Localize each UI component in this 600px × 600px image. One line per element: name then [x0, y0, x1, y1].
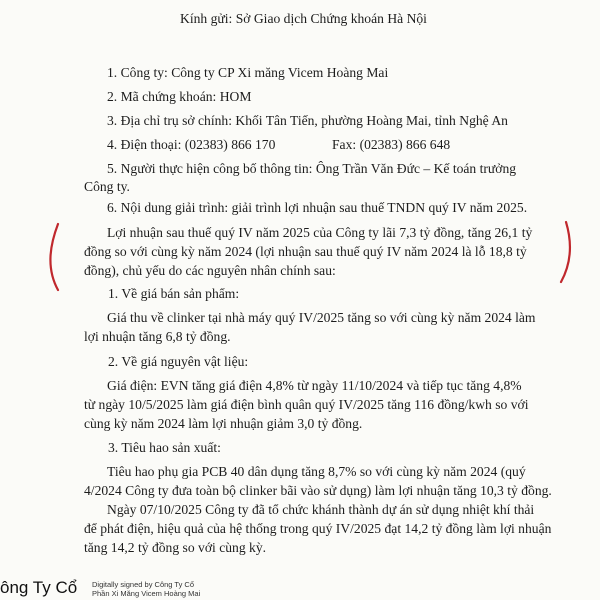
section-2-title: 2. Về giá nguyên vật liệu: [108, 354, 249, 369]
digital-signature-note-2: Phần Xi Măng Vicem Hoàng Mai [92, 589, 201, 598]
section-2-line-2: từ ngày 10/5/2025 làm giá điện bình quân quý IV/2025 tăng 116 đồng/kwh so với [84, 397, 529, 412]
section-3-line-1: Tiêu hao phụ gia PCB 40 dân dụng tăng 8,7% so với cùng kỳ năm 2024 (quý [107, 464, 526, 479]
address-line: 3. Địa chỉ trụ sở chính: Khối Tân Tiến, phường Hoàng Mai, tỉnh Nghệ An [107, 113, 508, 128]
left-red-bracket [50, 224, 58, 290]
section-1-line-1: Giá thu về clinker tại nhà máy quý IV/2025 tăng so với cùng kỳ năm 2024 làm [107, 310, 536, 325]
content-line: 6. Nội dung giải trình: giải trình lợi nhuận sau thuế TNDN quý IV năm 2025. [107, 200, 528, 215]
phone-line: 4. Điện thoại: (02383) 866 170 [107, 137, 276, 152]
section-3-line-4: để phát điện, hiệu quả của hệ thống trong quý IV/2025 đạt 14,2 tỷ đồng làm lợi nhuận [84, 521, 552, 536]
summary-line-3: đồng), chủ yếu do các nguyên nhân chính sau: [84, 263, 336, 278]
summary-line-1: Lợi nhuận sau thuế quý IV năm 2025 của Công ty lãi 7,3 tỷ đồng, tăng 26,1 tỷ [107, 225, 533, 240]
fax-line: Fax: (02383) 866 648 [332, 137, 451, 152]
recipient-heading: Kính gửi: Sở Giao dịch Chứng khoán Hà Nội [180, 11, 427, 26]
section-2-line-1: Giá điện: EVN tăng giá điện 4,8% từ ngày 11/10/2024 và tiếp tục tăng 4,8% [107, 378, 522, 393]
section-3-line-2: 4/2024 Công ty đưa toàn bộ clinker bãi vào sử dụng) làm lợi nhuận tăng 10,3 tỷ đồng. [84, 483, 552, 498]
section-3-line-3: Ngày 07/10/2025 Công ty đã tổ chức khánh thành dự án sử dụng nhiệt khí thải [107, 502, 535, 517]
section-3-line-5: tăng 14,2 tỷ đồng so với cùng kỳ. [84, 540, 267, 555]
company-line: 1. Công ty: Công ty CP Xi măng Vicem Hoàng Mai [107, 65, 389, 80]
signature-company-name: ông Ty Cổ [0, 578, 78, 597]
section-3-title: 3. Tiêu hao sản xuất: [108, 440, 221, 455]
section-1-line-2: lợi nhuận tăng 6,8 tỷ đồng. [84, 329, 231, 344]
summary-line-2: đồng so với cùng kỳ năm 2024 (lợi nhuận sau thuế quý IV năm 2024 là lỗ 18,8 tỷ [84, 244, 527, 259]
right-red-bracket [561, 222, 570, 282]
digital-signature-note-1: Digitally signed by Công Ty Cổ [92, 580, 194, 589]
discloser-line-2: Công ty. [84, 179, 130, 194]
ticker-line: 2. Mã chứng khoán: HOM [107, 89, 252, 104]
section-2-line-3: cùng kỳ năm 2024 làm lợi nhuận giảm 3,0 tỷ đồng. [84, 416, 363, 431]
discloser-line-1: 5. Người thực hiện công bố thông tin: Ông Trần Văn Đức – Kế toán trưởng [107, 161, 517, 176]
section-1-title: 1. Về giá bán sản phẩm: [108, 286, 240, 301]
